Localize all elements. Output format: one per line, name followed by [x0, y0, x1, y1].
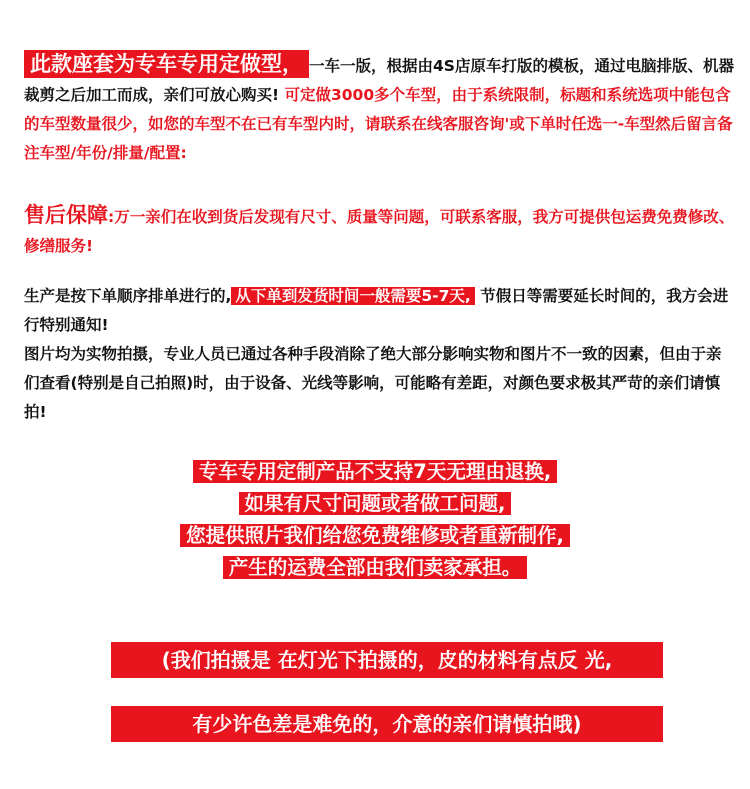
photo-note-bar-2: 有少许色差是难免的，介意的亲们请慎拍哦): [111, 706, 663, 742]
intro-title-highlight: 此款座套为专车专用定做型，: [24, 50, 309, 78]
aftersale-title: 售后保障: [24, 203, 108, 227]
intro-text-red: 可定做3000多个车型，由于系统限制，标题和系统选项中能包含的车型数量很少，如您的车型不在已有车型内时，请联系在线客服咨询'或下单时任选一-车型然后留言备注车型/年份/排量/配置:: [24, 86, 733, 162]
notice-line-1: 专车专用定制产品不支持7天无理由退换,: [193, 460, 557, 483]
notice-banner: [0, 456, 750, 584]
production-text-1: 生产是按下单顺序排单进行的,: [24, 287, 232, 305]
production-highlight: 从下单到发货时间一般需要5-7天,: [231, 287, 474, 305]
production-text-2: 节假日等需要延长时间的，我方会进行特别通知!: [24, 287, 729, 334]
photo-note-bar-1: (我们拍摄是 在灯光下拍摄的，皮的材料有点反 光,: [111, 642, 663, 678]
notice-line-2: 如果有尺寸问题或者做工问题,: [239, 492, 512, 515]
photo-disclaimer-text: 图片均为实物拍摄，专业人员已通过各种手段消除了绝大部分影响实物和图片不一致的因素，但由于亲们查看(特别是自己拍照)时，由于设备、光线等影响，可能略有差距，对颜色要求极其严苛的亲们请慎拍!: [24, 345, 722, 421]
notice-line-4: 产生的运费全部由我们卖家承担。: [223, 556, 528, 579]
notice-line-3: 您提供照片我们给您免费维修或者重新制作,: [180, 524, 570, 547]
aftersale-text: :万一亲们在收到货后发现有尺寸、质量等问题，可联系客服，我方可提供包运费免费修改、修缮服务!: [24, 208, 735, 255]
aftersale-paragraph: [24, 201, 736, 261]
intro-paragraph: [24, 50, 736, 168]
intro-text-black: 一车一版，根据由4S店原车打版的模板，通过电脑排版、机器裁剪之后加工而成，亲们可放心购买!: [24, 57, 734, 104]
production-paragraph: [24, 282, 736, 427]
